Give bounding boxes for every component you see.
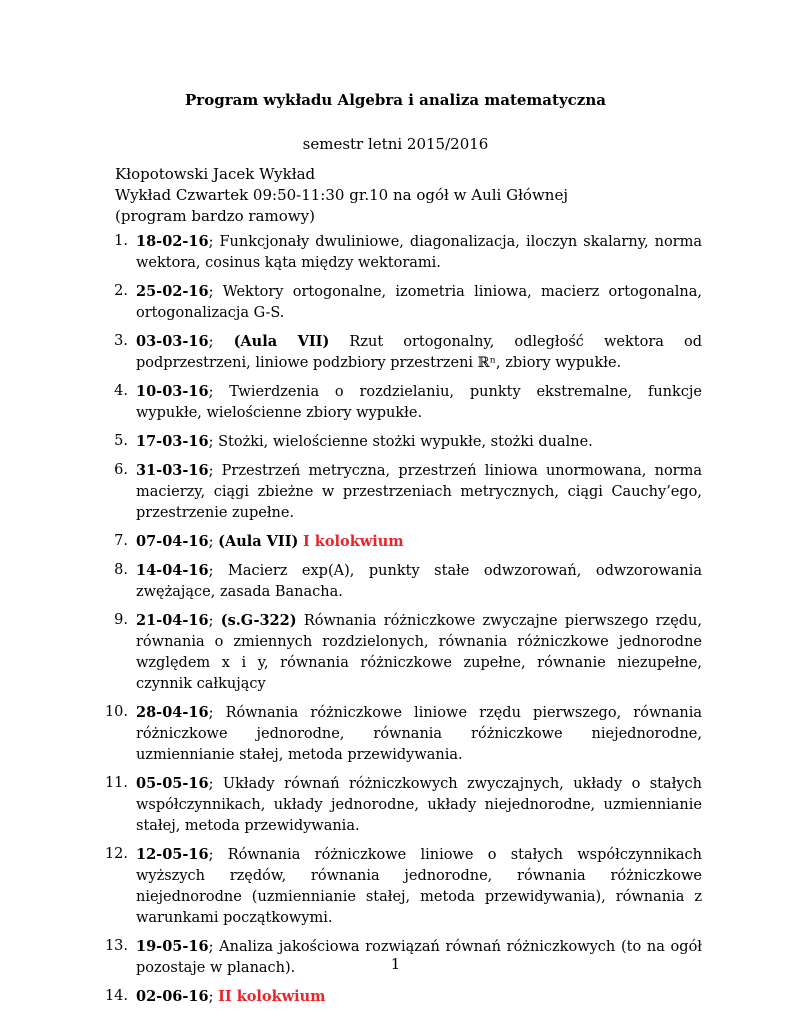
item-number: 13. [104, 938, 128, 954]
list-item [92, 560, 702, 603]
item-date: 02-06-16 [136, 988, 209, 1005]
item-body [136, 460, 702, 524]
header-line-schedule: Wykład Czwartek 09:50-11:30 gr.10 na ogół w Auli Głównej [115, 186, 568, 204]
list-item [92, 844, 702, 929]
list-item [92, 986, 702, 1008]
item-separator: ; [208, 705, 226, 721]
item-separator: ; [208, 334, 234, 350]
item-separator: ; [208, 776, 223, 792]
item-date: 05-05-16 [136, 775, 209, 792]
list-item [92, 231, 702, 274]
item-topics: Równania różniczkowe liniowe rzędu pierwszego, równania różniczkowe jednorodne, równania różniczkowe niejednorodne, uzmiennianie stałej, metoda przewidywania. [136, 705, 702, 763]
item-room-tag: (Aula VII) [233, 333, 330, 350]
item-separator: ; [208, 384, 230, 400]
item-body [136, 986, 702, 1008]
item-body [136, 773, 702, 837]
list-item [92, 381, 702, 424]
item-separator: ; [208, 563, 228, 579]
list-item [92, 331, 702, 374]
item-separator: ; [208, 284, 223, 300]
page-title: Program wykładu Algebra i analiza matematyczna [185, 91, 606, 109]
item-body [136, 331, 702, 374]
item-number: 8. [114, 562, 128, 578]
item-separator: ; [208, 234, 220, 250]
list-item [92, 460, 702, 524]
item-number: 5. [114, 433, 128, 449]
item-separator: ; [208, 463, 222, 479]
item-number: 4. [114, 383, 128, 399]
item-date: 21-04-16 [136, 612, 209, 629]
list-item [92, 531, 702, 553]
item-body [136, 381, 702, 424]
lecture-list [92, 231, 702, 1015]
item-separator: ; [208, 939, 220, 955]
item-separator: ; [208, 847, 228, 863]
item-topics: Twierdzenia o rozdzielaniu, punkty ekstremalne, funkcje wypukłe, wielościenne zbiory wypukłe. [136, 384, 702, 421]
list-item [92, 773, 702, 837]
item-number: 10. [104, 704, 128, 720]
item-date: 17-03-16 [136, 433, 209, 450]
item-date: 25-02-16 [136, 283, 209, 300]
item-separator: ; [208, 534, 219, 550]
item-date: 14-04-16 [136, 562, 209, 579]
item-body [136, 231, 702, 274]
semester-subtitle: semestr letni 2015/2016 [302, 135, 489, 153]
item-body [136, 531, 702, 553]
item-number: 7. [114, 533, 128, 549]
item-topics: Macierz exp(A), punkty stałe odwzorowań, odwzorowania zwężające, zasada Banacha. [136, 563, 702, 600]
item-body [136, 281, 702, 324]
item-topics: Przestrzeń metryczna, przestrzeń liniowa unormowana, norma macierzy, ciągi zbieżne w przestrzeniach metrycznych, ciągi Cauchy’ego, przestrzenie zupełne. [136, 463, 702, 521]
item-separator: ; [208, 613, 221, 629]
item-separator: ; [208, 989, 219, 1005]
item-number: 12. [104, 846, 128, 862]
item-topics: Układy równań różniczkowych zwyczajnych, układy o stałych współczynnikach, układy jednorodne, układy niejednorodne, uzmiennianie stałej, metoda przewidywania. [136, 776, 702, 834]
course-header [115, 164, 705, 227]
item-number: 1. [114, 233, 128, 249]
item-number: 9. [114, 612, 128, 628]
item-date: 07-04-16 [136, 533, 209, 550]
item-date: 31-03-16 [136, 462, 209, 479]
list-item [92, 610, 702, 695]
item-date: 12-05-16 [136, 846, 209, 863]
item-room-tag: (Aula VII) [218, 533, 299, 550]
item-number: 11. [104, 775, 128, 791]
item-topics: Funkcjonały dwuliniowe, diagonalizacja, iloczyn skalarny, norma wektora, cosinus kąta między wektorami. [136, 234, 702, 271]
page-number: 1 [390, 955, 401, 973]
item-exam-label: II kolokwium [218, 988, 326, 1005]
item-number: 6. [114, 462, 128, 478]
list-item [92, 431, 702, 453]
item-date: 28-04-16 [136, 704, 209, 721]
item-body [136, 610, 702, 695]
item-body [136, 702, 702, 766]
header-line-note: (program bardzo ramowy) [115, 207, 315, 225]
item-body [136, 844, 702, 929]
list-item [92, 702, 702, 766]
item-topics: Analiza jakościowa rozwiązań równań różniczkowych (to na ogół pozostaje w planach). [136, 939, 703, 976]
header-line-lecturer: Kłopotowski Jacek Wykład [115, 165, 316, 183]
item-topics: Rzut ortogonalny, odległość wektora od podprzestrzeni, liniowe podzbiory przestrzeni ℝⁿ, zbiory wypukłe. [136, 334, 703, 371]
item-exam-label: I kolokwium [302, 533, 404, 550]
item-separator: ; [208, 434, 219, 450]
item-body [136, 560, 702, 603]
item-room-tag: (s.G-322) [220, 612, 297, 629]
item-number: 3. [114, 333, 128, 349]
item-date: 10-03-16 [136, 383, 209, 400]
item-date: 03-03-16 [136, 333, 209, 350]
item-topics: Wektory ortogonalne, izometria liniowa, macierz ortogonalna, ortogonalizacja G-S. [136, 284, 702, 321]
item-body [136, 431, 702, 453]
item-topics: Równania różniczkowe liniowe o stałych współczynnikach wyższych rzędów, równania jednorodne, równania różniczkowe niejednorodne (uzmiennianie stałej, metoda przewidywania), równania z warunkami początkowymi. [136, 847, 702, 926]
item-topics: Równania różniczkowe zwyczajne pierwszego rzędu, równania o zmiennych rozdzielonych, równania różniczkowe jednorodne względem x i y, równania różniczkowe zupełne, równanie niezupełne, czynnik całkujący [136, 613, 703, 692]
item-topics: Stożki, wielościenne stożki wypukłe, stożki dualne. [218, 434, 593, 450]
item-number: 14. [104, 988, 128, 1004]
item-number: 2. [114, 283, 128, 299]
item-date: 18-02-16 [136, 233, 209, 250]
list-item [92, 281, 702, 324]
item-date: 19-05-16 [136, 938, 209, 955]
